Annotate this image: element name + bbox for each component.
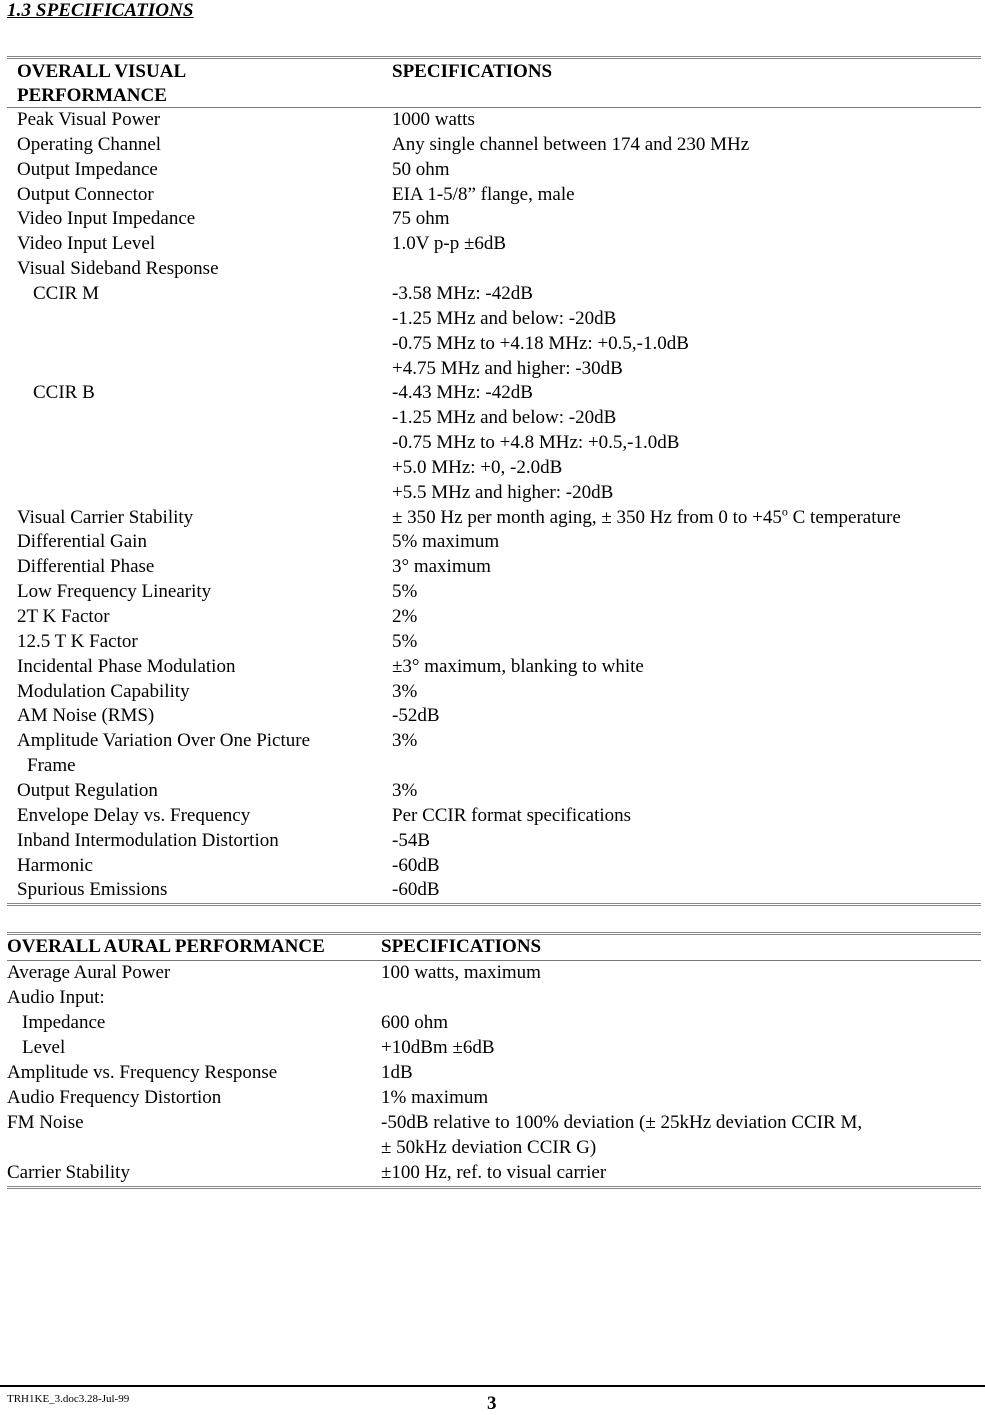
visual-row-label: 12.5 T K Factor [17, 630, 138, 652]
aural-row-value: +10dBm ±6dB [381, 1037, 495, 1058]
degree-superscript: o [781, 504, 788, 519]
footer-rule [0, 1385, 985, 1387]
visual-row-value: 5% [392, 630, 418, 652]
visual-row-value: +5.5 MHz and higher: -20dB [392, 481, 614, 503]
aural-row-label: Audio Frequency Distortion [7, 1087, 222, 1108]
visual-row-label: AM Noise (RMS) [17, 705, 155, 727]
visual-row-value: -54B [392, 829, 430, 851]
visual-row-label: Video Input Impedance [17, 208, 196, 230]
visual-row-label: Differential Gain [17, 531, 147, 553]
visual-row-value: ±3° maximum, blanking to white [392, 655, 644, 677]
visual-row-label: Output Connector [17, 183, 154, 205]
section-title: 1.3 SPECIFICATIONS [7, 0, 194, 21]
visual-row-value: 50 ohm [392, 158, 450, 180]
visual-row-label: Amplitude Variation Over One Picture [17, 730, 311, 752]
visual-row-value: 2% [392, 606, 418, 627]
visual-row-label: Incidental Phase Modulation [17, 655, 236, 677]
visual-row-value: +4.75 MHz and higher: -30dB [392, 357, 623, 379]
aural-row-value: 100 watts, maximum [381, 962, 541, 983]
visual-row-value: -52dB [392, 705, 440, 727]
visual-row-value: 1000 watts [392, 109, 475, 130]
visual-table-bottom-rule [7, 903, 981, 906]
aural-row-label: Audio Input: [7, 987, 105, 1008]
visual-row-value: ± 350 Hz per month aging, ± 350 Hz from 0 to $+45^o$ C temperature [392, 504, 901, 528]
visual-row-value: 5% [392, 581, 418, 603]
aural-row-value: ±100 Hz, ref. to visual carrier [381, 1162, 607, 1183]
visual-row-value: -60dB [392, 879, 440, 901]
aural-row-label: Level [22, 1037, 66, 1058]
visual-row-value: +5.0 MHz: +0, -2.0dB [392, 456, 563, 478]
visual-row-label: Low Frequency Linearity [17, 581, 212, 603]
visual-row-label: CCIR M [33, 282, 99, 304]
aural-row-value: -50dB relative to 100% deviation (± 25kHz deviation CCIR M, [381, 1112, 863, 1133]
visual-row-label: Output Impedance [17, 158, 158, 180]
aural-header-right: SPECIFICATIONS [381, 936, 542, 957]
footer-doc-id: TRH1KE_3.doc3.28-Jul-99 [7, 1393, 130, 1405]
aural-row-label: Carrier Stability [7, 1162, 130, 1183]
visual-row-label: Operating Channel [17, 133, 162, 155]
visual-row-label: Differential Phase [17, 556, 155, 578]
visual-row-label: 2T K Factor [17, 606, 110, 627]
visual-row-value: 3% [392, 779, 418, 801]
visual-row-label: Video Input Level [17, 233, 156, 255]
visual-row-value: Per CCIR format specifications [392, 804, 632, 826]
aural-header-rule [7, 960, 981, 961]
visual-row-label: Visual Carrier Stability [17, 506, 194, 528]
visual-row-value: -0.75 MHz to +4.8 MHz: +0.5,-1.0dB [392, 432, 680, 454]
aural-row-value: 600 ohm [381, 1012, 449, 1033]
visual-row-label: Output Regulation [17, 779, 158, 801]
visual-table-top-rule [7, 56, 981, 59]
visual-row-value: -60dB [392, 854, 440, 876]
visual-row-value: 3% [392, 730, 418, 752]
visual-header-left-line1: OVERALL VISUAL [17, 61, 187, 82]
visual-row-label: Modulation Capability [17, 680, 190, 702]
visual-row-label: Envelope Delay vs. Frequency [17, 804, 251, 826]
visual-row-value: EIA 1-5/8” flange, male [392, 183, 575, 205]
visual-row-value: -4.43 MHz: -42dB [392, 382, 533, 404]
visual-row-label: Spurious Emissions [17, 879, 168, 901]
visual-header-left-line2: PERFORMANCE [17, 85, 167, 106]
visual-row-value: Any single channel between 174 and 230 MHz [392, 133, 750, 155]
visual-row-value: 75 ohm [392, 208, 450, 230]
aural-row-value: ± 50kHz deviation CCIR G) [381, 1137, 597, 1158]
aural-row-label: Impedance [22, 1012, 106, 1033]
aural-table-bottom-rule [7, 1186, 981, 1189]
visual-row-value: 3° maximum [392, 556, 491, 578]
aural-row-label: Average Aural Power [7, 962, 171, 983]
visual-row-label: Frame [27, 755, 76, 777]
visual-row-value: -3.58 MHz: -42dB [392, 282, 533, 304]
visual-row-value: -1.25 MHz and below: -20dB [392, 307, 617, 329]
visual-header-left [17, 60, 186, 108]
page-number: 3 [487, 1393, 497, 1414]
visual-header-rule [7, 107, 981, 108]
visual-row-label: Inband Intermodulation Distortion [17, 829, 279, 851]
visual-row-label: Peak Visual Power [17, 109, 161, 130]
visual-row-label: Visual Sideband Response [17, 258, 219, 280]
temperature-suffix: C temperature [787, 506, 901, 528]
visual-row-label: CCIR B [33, 382, 95, 404]
visual-row-value: -1.25 MHz and below: -20dB [392, 407, 617, 429]
aural-header-left: OVERALL AURAL PERFORMANCE [7, 936, 325, 957]
aural-row-value: 1% maximum [381, 1087, 489, 1108]
visual-row-value: 1.0V p-p ±6dB [392, 233, 507, 255]
aural-row-label: FM Noise [7, 1112, 84, 1133]
visual-row-value: -0.75 MHz to +4.18 MHz: +0.5,-1.0dB [392, 332, 689, 354]
visual-header-right: SPECIFICATIONS [392, 61, 553, 82]
visual-row-value: 3% [392, 680, 418, 702]
aural-row-value: 1dB [381, 1062, 413, 1083]
visual-row-label: Harmonic [17, 854, 93, 876]
visual-row-value: 5% maximum [392, 531, 500, 553]
aural-row-label: Amplitude vs. Frequency Response [7, 1062, 278, 1083]
